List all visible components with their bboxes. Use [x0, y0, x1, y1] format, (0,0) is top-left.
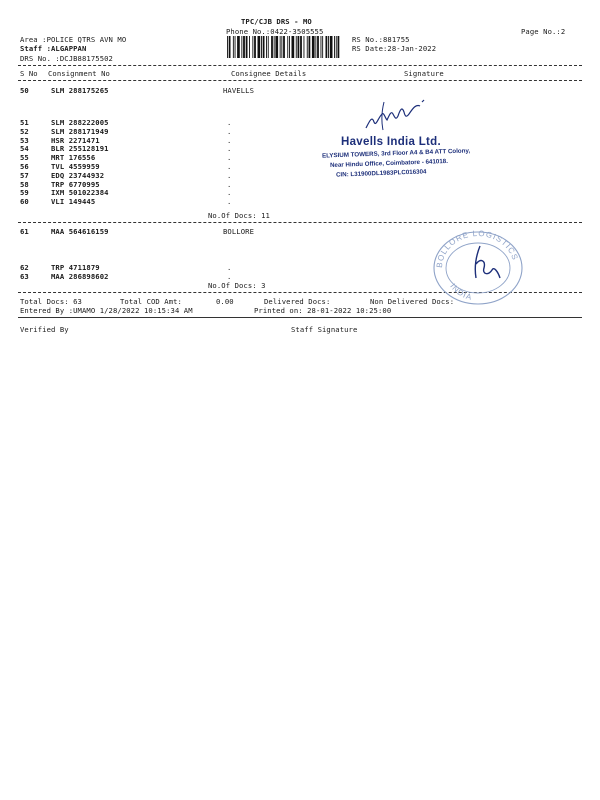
barcode-bar — [321, 36, 322, 58]
drs-number: DRS No. :DCJB88175502 — [20, 54, 113, 63]
barcode-bar — [243, 36, 245, 58]
total-docs: Total Docs: 63 — [20, 297, 82, 306]
divider — [18, 80, 582, 81]
stamp-address-line: ELYSIUM TOWERS, 3rd Floor A4 & B4 ATT Colony, — [321, 147, 471, 160]
barcode-bar — [249, 36, 250, 58]
row-consignment: TVL 4559959 — [51, 162, 100, 171]
barcode-bar — [309, 36, 311, 58]
phone-number: Phone No.:0422-3505555 — [226, 27, 324, 36]
stamp-address-line: Near Hindu Office, Coimbatore - 641018. — [329, 157, 449, 170]
table-row — [20, 86, 580, 95]
barcode-bar — [336, 36, 337, 58]
barcode-bar — [281, 36, 282, 58]
rs-number: RS No.:881755 — [352, 35, 410, 44]
barcode-bar — [315, 36, 316, 58]
row-consignment: BLR 255128191 — [51, 144, 109, 154]
row-consignment: SLM 288171949 — [51, 126, 109, 136]
bollore-round-seal — [428, 226, 528, 306]
consignee-placeholder: . — [227, 197, 232, 207]
staff-signature: Staff Signature — [291, 325, 358, 334]
area-field: Area :POLICE QTRS AVN MO — [20, 35, 127, 44]
row-sno: 63 — [20, 271, 29, 281]
barcode-bar — [229, 36, 231, 58]
consignee-name: HAVELLS — [223, 86, 254, 95]
row-sno: 59 — [20, 188, 29, 198]
row-consignment: VLI 149445 — [51, 197, 96, 207]
table-row — [20, 127, 580, 136]
row-consignment: EDQ 23744932 — [51, 170, 105, 180]
row-sno: 50 — [20, 86, 29, 95]
consignee-placeholder: . — [227, 144, 232, 154]
divider — [18, 65, 582, 66]
table-row — [20, 162, 580, 171]
barcode-bar — [258, 36, 261, 58]
row-sno: 58 — [20, 179, 29, 189]
barcode-bar — [252, 36, 253, 58]
barcode-bar — [326, 36, 328, 58]
row-consignment: MAA 286898602 — [51, 271, 109, 281]
verified-by: Verified By — [20, 325, 69, 334]
no-of-docs: No.Of Docs: 3 — [208, 281, 266, 290]
seal-ring-text: BOLLORE LOGISTICS — [434, 228, 520, 269]
barcode-bar — [322, 36, 323, 58]
barcode-bar — [263, 36, 265, 58]
barcode-bar — [261, 36, 262, 58]
row-sno: 52 — [20, 126, 29, 136]
column-header-consignee: Consignee Details — [231, 69, 307, 78]
consignee-placeholder: . — [227, 153, 232, 163]
seal-ring-text: INDIA — [448, 281, 474, 302]
barcode-bar — [304, 36, 305, 58]
divider — [18, 222, 582, 223]
barcode-bar — [280, 36, 281, 58]
non-delivered-docs: Non Delivered Docs: — [370, 297, 455, 306]
barcode-bar — [235, 36, 236, 58]
consignee-placeholder: . — [227, 135, 232, 145]
barcode-bar — [330, 36, 333, 58]
printed-on: Printed on: 28-01-2022 10:25:00 — [254, 306, 392, 315]
barcode-bar — [275, 36, 278, 58]
barcode-bar — [289, 36, 290, 58]
row-consignment: TRP 4711879 — [51, 263, 100, 272]
no-of-docs: No.Of Docs: 11 — [208, 211, 270, 220]
barcode-bar — [328, 36, 329, 58]
row-consignment: HSR 2271471 — [51, 135, 100, 145]
consignee-placeholder: . — [227, 263, 232, 272]
barcode-bar — [334, 36, 335, 58]
barcode-bar — [292, 36, 295, 58]
table-row — [20, 171, 580, 180]
barcode-bar — [312, 36, 315, 58]
row-consignment: SLM 288222005 — [51, 118, 109, 127]
barcode-bar — [227, 36, 228, 58]
table-row — [20, 118, 580, 127]
column-header-signature: Signature — [404, 69, 444, 78]
total-cod-amount: 0.00 — [216, 297, 234, 306]
row-consignment: MAA 564616159 — [51, 227, 109, 236]
row-sno: 56 — [20, 162, 29, 171]
barcode-bar — [283, 36, 285, 58]
row-sno: 57 — [20, 170, 29, 180]
table-row — [20, 144, 580, 153]
barcode-bar — [300, 36, 302, 58]
barcode-bar — [233, 36, 234, 58]
barcode-bar — [254, 36, 256, 58]
entered-by: Entered By :UMAMO 1/28/2022 10:15:34 AM — [20, 306, 193, 315]
divider — [18, 317, 582, 318]
consignee-placeholder: . — [227, 188, 232, 198]
barcode-bar — [237, 36, 240, 58]
table-row — [20, 153, 580, 162]
row-sno: 60 — [20, 197, 29, 207]
stamp-company-name: Havells India Ltd. — [341, 136, 441, 148]
consignee-placeholder: . — [227, 179, 232, 189]
consignee-placeholder: . — [227, 118, 232, 127]
consignee-name: BOLLORE — [223, 227, 254, 236]
barcode-bar — [298, 36, 300, 58]
column-header-sno: S No — [20, 69, 38, 78]
barcode-bar — [271, 36, 273, 58]
row-consignment: TRP 6770995 — [51, 179, 100, 189]
total-cod-label: Total COD Amt: — [120, 297, 182, 306]
delivered-docs: Delivered Docs: — [264, 297, 331, 306]
row-consignment: SLM 288175265 — [51, 86, 109, 95]
handwritten-signature — [358, 96, 436, 136]
barcode-bar — [307, 36, 308, 58]
barcode-bar — [268, 36, 269, 58]
report-title: TPC/CJB DRS - MO — [241, 17, 312, 26]
barcode-bar — [274, 36, 275, 58]
table-row — [20, 197, 580, 206]
consignee-placeholder: . — [227, 126, 232, 136]
table-row — [20, 188, 580, 197]
barcode — [226, 36, 342, 58]
barcode-bar — [266, 36, 267, 58]
consignee-placeholder: . — [227, 170, 232, 180]
row-consignment: IXM 501022384 — [51, 188, 109, 198]
barcode-bar — [241, 36, 242, 58]
row-sno: 61 — [20, 227, 29, 236]
column-header-consignment: Consignment No — [48, 69, 110, 78]
row-sno: 53 — [20, 135, 29, 145]
row-sno: 54 — [20, 144, 29, 154]
barcode-bar — [287, 36, 288, 58]
row-sno: 62 — [20, 263, 29, 272]
row-sno: 51 — [20, 118, 29, 127]
row-sno: 55 — [20, 153, 29, 163]
row-consignment: MRT 176556 — [51, 153, 96, 163]
staff-field: Staff :ALGAPPAN — [20, 44, 87, 53]
barcode-bar — [296, 36, 297, 58]
barcode-bar — [338, 36, 340, 58]
barcode-bar — [246, 36, 248, 58]
rs-date: RS Date:28-Jan-2022 — [352, 44, 437, 53]
consignee-placeholder: . — [227, 162, 232, 171]
page-number: Page No.:2 — [521, 27, 566, 36]
table-row — [20, 136, 580, 145]
stamp-cin: CIN: L31900DL1983PLC016304 — [335, 168, 427, 179]
barcode-bar — [317, 36, 319, 58]
table-row — [20, 180, 580, 189]
consignee-placeholder: . — [227, 271, 232, 281]
